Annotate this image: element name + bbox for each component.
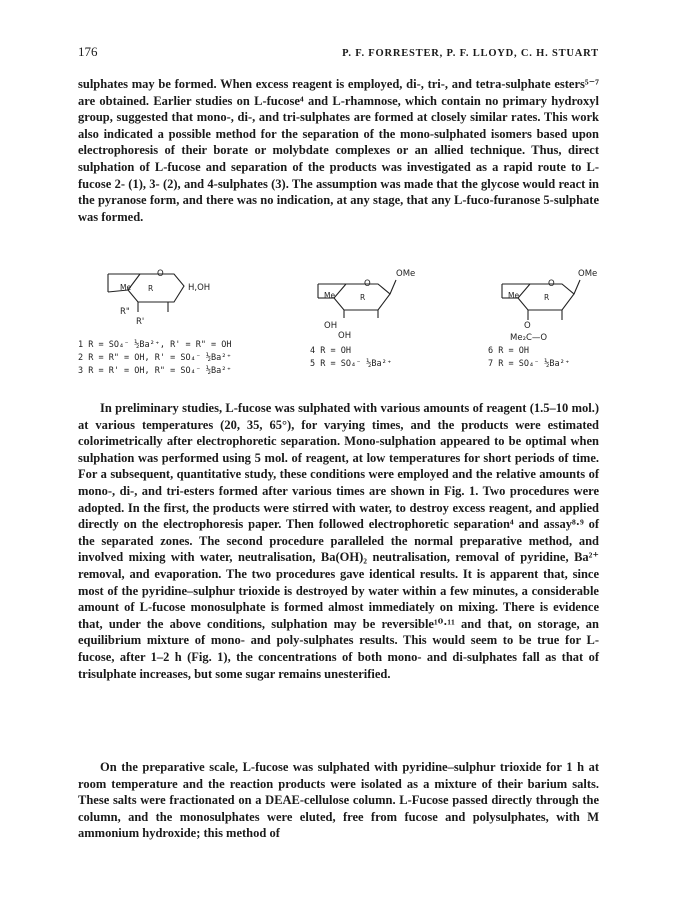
s3-me2c: Me₂C—O: [510, 333, 548, 343]
paragraph-2: In preliminary studies, L-fucose was sulphated with various amounts of reagent (1.5–10 mol.) at various temperatures (20, 35, 65°), for varying times, and the products were estimated colorimetrically after electrophoretic separation. Mono-sulphation appeared to be optimal when sulphation was performed using 5 mol. of reagent, at low temperatures for short periods of time. For a subsequent, quantitative study, these conditions were employed and the relative amounts of mono-, di-, and tri-esters formed after various times are shown in Fig. 1. Two procedures were adopted. In the first, the products were stirred with water, to destroy excess reagent, and applied directly on the electrophoresis paper. Then followed electrophoretic separation⁴ and assay⁸·⁹ of the separated zones. The second procedure paralleled the normal preparative method, and involved mixing with water, neutralisation, Ba(OH)₂ neutralisation, removal of pyridine, Ba²⁺ removal, and evaporation. The two procedures gave identical results. It is apparent that, since most of the pyridine–sulphur trioxide is destroyed by water within a few minutes, a considerable amount of L-fucose monosulphate is formed almost immediately on mixing. There is evidence that, under the above conditions, sulphation may be reversible¹⁰·¹¹ and that, on storage, an equilibrium mixture of mono- and poly-sulphates results. This would seem to be true for L-fucose, after 1–2 h (Fig. 1), the concentrations of both mono- and di-sulphates fall as that of trisulphate increases, but some sugar remains unesterified.: [78, 401, 599, 681]
s1-anomeric: H,OH: [188, 283, 211, 293]
structure-2: [318, 269, 415, 341]
s1-r: R: [148, 284, 154, 293]
s3-r: R: [544, 293, 550, 302]
s2-ome: OMe: [396, 269, 416, 279]
legend-line: 3 R = R' = OH, R" = SO₄⁻ ½Ba²⁺: [78, 366, 232, 376]
s1-r1: R': [136, 317, 145, 327]
legend-line: 5 R = SO₄⁻ ½Ba²⁺: [310, 359, 392, 369]
s3-o-acetal: O: [524, 321, 531, 331]
s1-r2: R": [120, 307, 130, 317]
page-header: [78, 44, 599, 62]
running-head: P. F. FORRESTER, P. F. LLOYD, C. H. STUART: [342, 48, 599, 59]
s1-me: Me: [120, 283, 132, 292]
structure-1: [108, 269, 210, 327]
structure-3: [502, 269, 597, 343]
s2-me: Me: [324, 291, 336, 300]
structure-figure: [78, 262, 599, 384]
s2-oh-left: OH: [324, 321, 338, 331]
legend-line: 2 R = R" = OH, R' = SO₄⁻ ½Ba²⁺: [78, 353, 232, 363]
legend-line: 7 R = SO₄⁻ ½Ba²⁺: [488, 359, 570, 369]
paragraph-1: sulphates may be formed. When excess reagent is employed, di-, tri-, and tetra-sulphate esters⁵⁻⁷ are obtained. Earlier studies on L-fucose⁴ and L-rhamnose, which contain no primary hydroxyl group, suggested that mono-, di-, and tri-sulphates are formed at closely similar rates. This work also indicated a possible method for the separation of the mono-sulphated isomers based upon electrophoresis of their borate or molybdate complexes or an allied technique. Thus, direct sulphation of L-fucose and separation of the products was investigated as a rapid route to L-fucose 2- (1), 3- (2), and 4-sulphates (3). The assumption was made that the glycose would react in the pyranose form, and there was no indication, at any stage, that any L-fuco-furanose 5-sulphate was formed.: [78, 77, 599, 224]
paragraph-3: On the preparative scale, L-fucose was sulphated with pyridine–sulphur trioxide for 1 h at room temperature and the reaction products were isolated as a mixture of their barium salts. These salts were fractionated on a DEAE-cellulose column. L-Fucose passed directly through the column, and the monosulphates were eluted, free from fucose and polysulphates, with M ammonium hydroxide; this method of: [78, 760, 599, 841]
legend-line: 4 R = OH: [310, 346, 351, 356]
s3-me: Me: [508, 291, 520, 300]
s2-ring-o: O: [364, 279, 371, 289]
s1-ring-o: O: [157, 269, 164, 279]
s3-ome: OMe: [578, 269, 598, 279]
page-number: 176: [78, 44, 98, 59]
s2-r: R: [360, 293, 366, 302]
legend-line: 1 R = SO₄⁻ ½Ba²⁺, R' = R" = OH: [78, 340, 232, 350]
s3-ring-o: O: [548, 279, 555, 289]
s2-oh-bottom: OH: [338, 331, 352, 341]
legend-line: 6 R = OH: [488, 346, 529, 356]
